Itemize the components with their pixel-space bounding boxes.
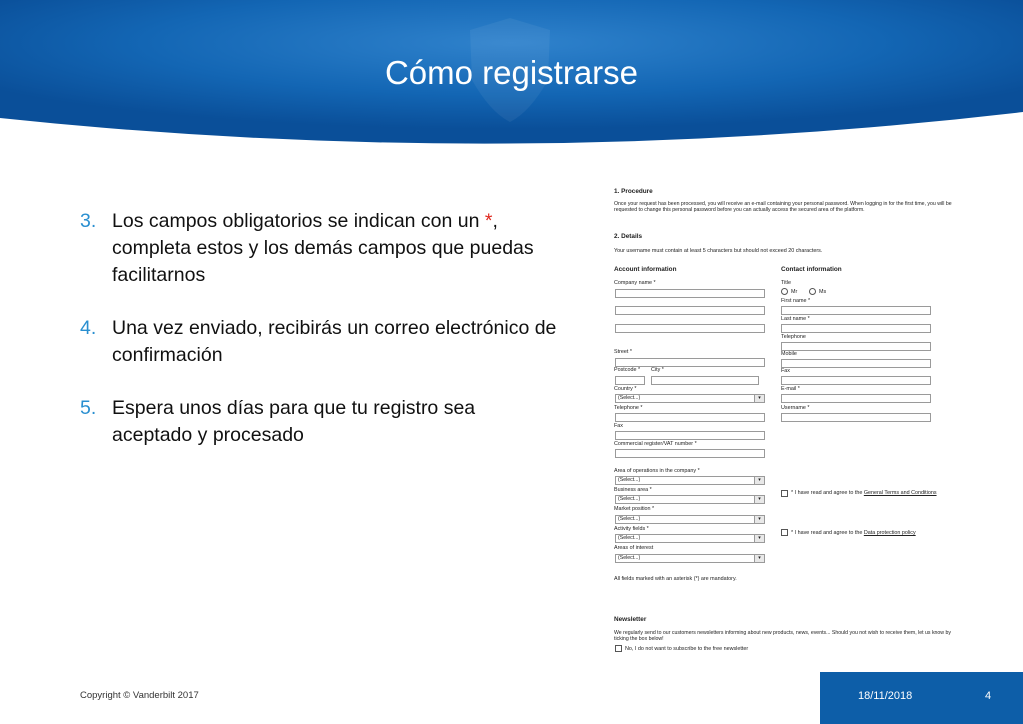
mandatory-note: All fields marked with an asterisk (*) are mandatory.	[614, 576, 737, 582]
mobile-input[interactable]	[781, 359, 931, 368]
copyright-text: Copyright © Vanderbilt 2017	[80, 690, 199, 701]
street-input[interactable]	[615, 358, 765, 367]
list-number: 3.	[80, 210, 97, 232]
terms-checkbox[interactable]	[781, 490, 788, 497]
chevron-down-icon: ▾	[754, 496, 764, 503]
list-number: 5.	[80, 397, 97, 419]
username-label: Username *	[781, 405, 810, 411]
contact-telephone-label: Telephone	[781, 334, 806, 340]
areas-interest-label: Areas of interest	[614, 545, 654, 551]
page-title: Cómo registrarse	[384, 54, 639, 91]
details-heading: 2. Details	[614, 233, 643, 240]
ms-radio[interactable]	[809, 288, 816, 295]
commercial-register-input[interactable]	[615, 449, 765, 458]
username-input[interactable]	[781, 413, 931, 422]
procedure-text: Once your request has been processed, you will receive an e-mail containing your personal password. When logging in for the first time, you will be requested to change this personal password before you can actually access the secured area of the platform.	[614, 201, 952, 214]
chevron-down-icon: ▾	[754, 395, 764, 402]
contact-fax-input[interactable]	[781, 376, 931, 385]
email-input[interactable]	[781, 394, 931, 403]
country-select[interactable]: (Select...) ▾	[615, 394, 765, 403]
fax-input[interactable]	[615, 431, 765, 440]
company-name-input[interactable]	[615, 289, 765, 298]
last-name-label: Last name *	[781, 316, 810, 322]
area-operations-select[interactable]: (Select...) ▾	[615, 476, 765, 485]
newsletter-checkbox-label: No, I do not want to subscribe to the free newsletter	[625, 646, 749, 652]
telephone-label: Telephone *	[614, 405, 643, 411]
details-text: Your username must contain at least 5 characters but should not exceed 20 characters.	[614, 248, 823, 254]
list-text: Una vez enviado, recibirás un correo electrónico de confirmación	[112, 317, 557, 366]
activity-fields-label: Activity fields *	[614, 526, 649, 532]
newsletter-checkbox[interactable]	[615, 645, 622, 652]
privacy-text: * I have read and agree to the Data protection policy	[791, 530, 916, 536]
title-label: Title	[781, 280, 791, 286]
postcode-input[interactable]	[615, 376, 645, 385]
slide-date: 18/11/2018	[858, 690, 913, 702]
newsletter-text: We regularly send to our customers newsletters informing about new products, news, events... Should you not wish to receive them, let us know by ticking the box below!	[614, 630, 951, 643]
fax-label: Fax	[614, 423, 623, 429]
mobile-label: Mobile	[781, 351, 797, 357]
business-area-select[interactable]: (Select...) ▾	[615, 495, 765, 504]
business-area-label: Business area *	[614, 487, 652, 493]
contact-fax-label: Fax	[781, 368, 790, 374]
privacy-checkbox[interactable]	[781, 529, 788, 536]
list-item	[80, 315, 560, 369]
chevron-down-icon: ▾	[754, 555, 764, 562]
market-position-select[interactable]: (Select...) ▾	[615, 515, 765, 524]
city-input[interactable]	[651, 376, 759, 385]
list-text: Espera unos días para que tu registro sea aceptado y procesado	[112, 397, 476, 446]
email-label: E-mail *	[781, 386, 800, 392]
mr-label: Mr	[791, 289, 798, 295]
contact-telephone-input[interactable]	[781, 342, 931, 351]
company-name-2-input[interactable]	[615, 306, 765, 315]
first-name-label: First name *	[781, 298, 811, 304]
terms-text: * I have read and agree to the General Terms and Conditions	[791, 490, 937, 496]
terms-link[interactable]: General Terms and Conditions	[863, 490, 937, 496]
registration-form-screenshot	[612, 184, 957, 654]
account-heading: Account information	[614, 266, 677, 273]
company-name-3-input[interactable]	[615, 324, 765, 333]
mr-radio[interactable]	[781, 288, 788, 295]
privacy-link[interactable]: Data protection policy	[863, 530, 916, 536]
chevron-down-icon: ▾	[754, 535, 764, 542]
ms-label: Ms	[819, 289, 827, 295]
telephone-input[interactable]	[615, 413, 765, 422]
company-name-label: Company name *	[614, 280, 656, 286]
first-name-input[interactable]	[781, 306, 931, 315]
list-item	[80, 208, 560, 289]
commercial-register-label: Commercial register/VAT number *	[614, 441, 697, 447]
list-number: 4.	[80, 317, 97, 339]
list-text: Los campos obligatorios se indican con un *, completa estos y los demás campos que puedas facilitarnos	[112, 210, 534, 286]
country-label: Country *	[614, 386, 637, 392]
activity-fields-select[interactable]: (Select...) ▾	[615, 534, 765, 543]
asterisk-marker: *	[484, 210, 493, 232]
street-label: Street *	[614, 349, 632, 355]
postcode-label: Postcode *	[614, 367, 641, 373]
city-label: City *	[651, 367, 664, 373]
instruction-list	[80, 208, 560, 475]
last-name-input[interactable]	[781, 324, 931, 333]
procedure-heading: 1. Procedure	[614, 188, 653, 195]
newsletter-heading: Newsletter	[614, 616, 647, 623]
page-number: 4	[985, 690, 992, 702]
chevron-down-icon: ▾	[754, 477, 764, 484]
market-position-label: Market position *	[614, 506, 655, 512]
areas-interest-select[interactable]: (Select...) ▾	[615, 554, 765, 563]
list-item	[80, 395, 560, 449]
contact-heading: Contact information	[781, 266, 842, 273]
area-operations-label: Area of operations in the company *	[614, 468, 700, 474]
chevron-down-icon: ▾	[754, 516, 764, 523]
footer-bar	[820, 672, 1023, 724]
